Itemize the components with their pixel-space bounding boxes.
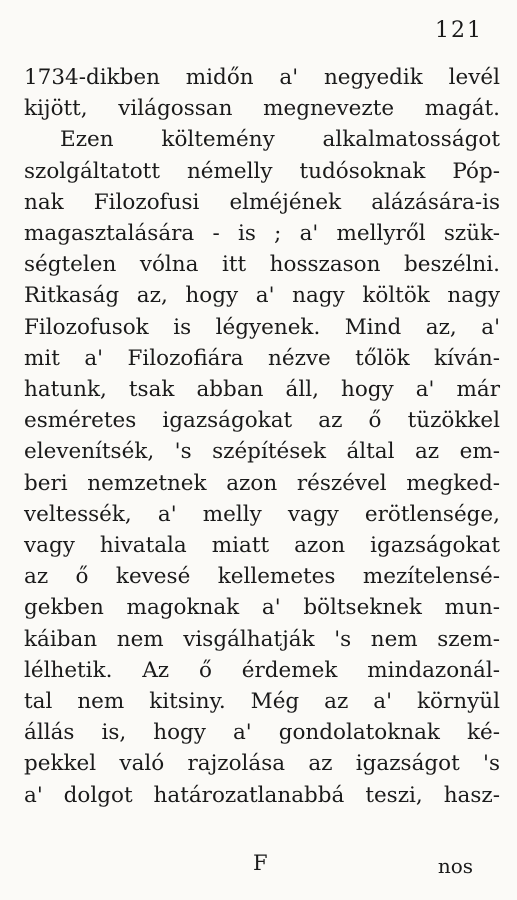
text-line: vagy hivatala miatt azon igazságokat <box>24 533 500 559</box>
text-line: 1734-dikben midőn a' negyedik levél <box>24 65 500 90</box>
text-line: szolgáltatott némelly tudósoknak Póp- <box>24 158 500 184</box>
text-line: magasztalására - is ; a' mellyről szük- <box>24 221 500 247</box>
text-line: tal nem kitsiny. Még az a' környül <box>24 689 500 715</box>
page-number: 121 <box>435 18 483 43</box>
signature-mark: F <box>253 851 268 875</box>
text-line: Filozofusok is légyenek. Mind az, a' <box>24 314 500 340</box>
text-line: állás is, hogy a' gondolatoknak ké- <box>24 720 500 746</box>
text-line: nak Filozofusi elméjének alázására-is <box>24 189 500 215</box>
text-line: elevenítsék, 's szépítések által az em- <box>24 439 500 465</box>
text-line: Ritkaság az, hogy a' nagy költök nagy <box>24 283 500 309</box>
text-line: gekben magoknak a' böltseknek mun- <box>24 595 500 621</box>
text-line: ségtelen vólna itt hosszason beszélni. <box>24 252 500 278</box>
text-line: pekkel való rajzolása az igazságot 's <box>24 751 500 777</box>
text-line: lélhetik. Az ő érdemek mindazonál- <box>24 657 500 683</box>
text-line: beri nemzetnek azon részével megked- <box>24 470 500 496</box>
paragraph-start-line: Ezen költemény alkalmatosságot <box>60 127 500 153</box>
text-line: mit a' Filozofiára nézve tőlök kíván- <box>24 345 500 371</box>
text-line: esméretes igazságokat az ő tüzökkel <box>24 408 500 434</box>
text-line: kijött, világossan megnevezte magát. <box>24 96 500 122</box>
text-line: veltessék, a' melly vagy erötlensége, <box>24 501 500 527</box>
body-text <box>24 62 500 811</box>
text-line: káiban nem visgálhatják 's nem szem- <box>24 626 500 652</box>
text-line: hatunk, tsak abban áll, hogy a' már <box>24 377 500 403</box>
catchword: nos <box>437 854 473 878</box>
text-line: az ő kevesé kellemetes mezítelensé- <box>24 564 500 590</box>
text-line: a' dolgot határozatlanabbá teszi, hasz- <box>24 782 500 808</box>
